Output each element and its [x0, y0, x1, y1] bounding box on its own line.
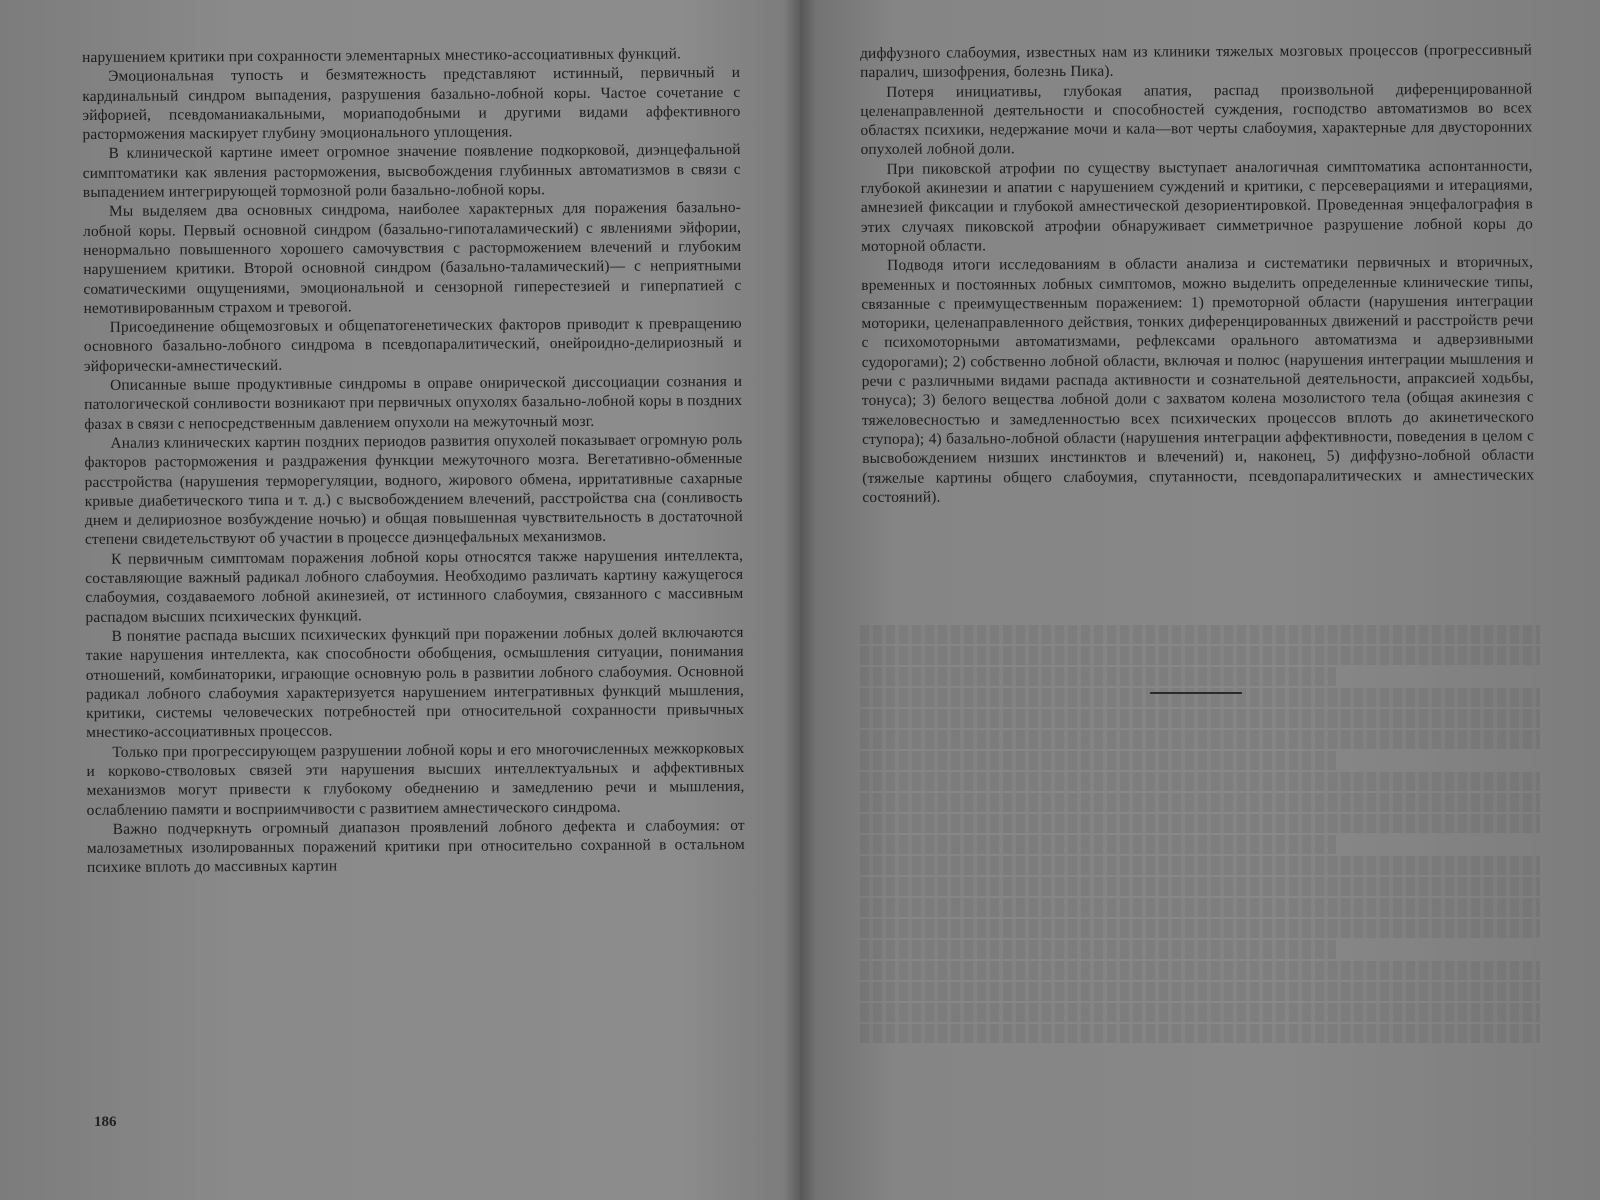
left-paragraph-4: Мы выделяем два основных синдрома, наиболее характерных для поражения базально-лобной коры. Первый основной синдром (базально-гипоталамический) с явлениями эйфории, ненормально повышенного хорошего самочувствия с расторможением влечений и глубоким нарушением критики. Второй основной синдром (базально-таламический)— с неприятными соматическими ощущениями, эмоциональной и сензорной гиперестезией и гиперпатией с немотивированным страхом и тревогой. — [83, 199, 742, 317]
left-paragraph-9: В понятие распада высших психических функций при поражении лобных долей включаются такие нарушения интеллекта, как способности обобщения, осмышления ситуации, понимания отношений, комбинаторики, играющие основную роль в развитии лобного слабоумия. Основной радикал лобного слабоумия характеризуется нарушением интегративных функций мышления, критики, системы человеческих потребностей при относительной сохранности привычных мнестико-ассоциативных процессов. — [85, 623, 745, 742]
left-paragraph-11: Важно подчеркнуть огромный диапазон проявлений лобного дефекта и слабоумия: от малозаметных изолированных поражений критики при относительно сохранной в остальном психике вплоть до массивных картин — [86, 816, 745, 877]
left-paragraph-8: К первичным симптомам поражения лобной коры относятся также нарушения интеллекта, составляющие важный радикал лобного слабоумия. Необходимо различать картину кажущегося слабоумия, создаваемого лобной акинезией, от истинного слабоумия, связанного с массивным распадом высших психических функций. — [85, 546, 744, 626]
right-paragraph-4: Подводя итоги исследованиям в области анализа и систематики первичных и вторичных, временных и постоянных лобных симптомов, можно выделить определенные клинические типы, связанные с преимущественным поражением: 1) премоторной области (нарушения интеграции моторики, целенаправленного действия, тонких диференцированных движений и расстройств речи с психомоторными автоматизмами, рефлексами орального автоматизма и адверзивными судорогами); 2) собственно лобной области, включая и полюс (нарушения интеграции мышления и речи с различными видами распада активности и сознательной деятельности, апраксией ходьбы, тонуса); 3) белого вещества лобной доли с захватом колена мозолистого тела (общая акинезия с тяжеловесностью и замедленностью всех психических процессов вплоть до акинетического ступора); 4) базально-лобной области (нарушения интеграции аффективности, поведения в целом с высвобождением низших инстинктов и влечений) и, наконец, 5) диффузно-лобной области (тяжелые картины общего слабоумия, спутанности, псевдопаралитических и амнестических состояний). — [861, 253, 1535, 506]
left-paragraph-7: Анализ клинических картин поздних периодов развития опухолей показывает огромную роль факторов расторможения и раздражения функции межуточного мозга. Вегетативно-обменные расстройства (нарушения терморегуляции, водного, жирового обмена, ирритативные сахарные кривые диабетического типа и т. д.) с высвобождением влечений, расстройства сна (сонливость днем и делириозное возбуждение ночью) и общая повышенная чувствительность в достаточной степени свидетельствуют об участии в процессе диэнцефальных механизмов. — [84, 430, 743, 549]
left-paragraph-10: Только при прогрессирующем разрушении лобной коры и его многочисленных межкорковых и корково-стволовых связей эти нарушения высших интеллектуальных и аффективных механизмов могут привести к глубокому обеднению и замедлению речи и мышления, ослаблению памяти и восприимчивости с развитием амнестического синдрома. — [86, 739, 745, 819]
left-paragraph-5: Присоединение общемозговых и общепатогенетических факторов приводит к превращению основного базально-лобного синдрома в псевдопаралитический, онейроидно-делириозный и эйфорически-амнестический. — [83, 315, 742, 375]
left-paragraph-2: Эмоциональная тупость и безмятежность представляют истинный, первичный и кардинальный синдром выпадения, разрушения базально-лобной коры. Частое сочетание с эйфорией, псевдоманиакальными, мориаподобными и другими видами аффективного расторможения маскирует глубину эмоционального уплощения. — [82, 64, 741, 144]
book-gutter — [784, 0, 816, 1200]
chapter-end-rule — [1150, 692, 1242, 694]
right-paragraph-3: При пиковской атрофии по существу выступает аналогичная симптоматика аспонтанности, глубокой акинезии и апатии с нарушением суждений и критики, с персеверациями и итерациями, амнезией фиксации и глубокой амнестической дезориентировкой. Проведенная энцефалография в этих случаях пиковской атрофии обнаруживает симметричное разрушение лобной коры до моторной области. — [860, 157, 1533, 255]
left-paragraph-3: В клинической картине имеет огромное значение появление подкорковой, диэнцефальной симптоматики как явления расторможения, высвобождения глубинных автоматизмов в связи с выпадением интегрирующей тормозной роли базально-лобной коры. — [82, 141, 741, 202]
right-paragraph-2: Потеря инициативы, глубокая апатия, распад произвольной диференцированной целенаправленной деятельности и способностей суждения, господство автоматизмов во всех областях психики, недержание мочи и кала—вот черты слабоумия, характерные для двусторонних опухолей лобной доли. — [860, 80, 1533, 159]
page-number: 186 — [94, 1114, 117, 1130]
left-paragraph-1: нарушением критики при сохранности элементарных мнестико-ассоциативных функций. — [82, 45, 681, 66]
left-page-text — [82, 44, 745, 878]
right-page-text — [860, 40, 1534, 507]
left-paragraph-6: Описанные выше продуктивные синдромы в оправе онирической диссоциации сознания и патологической сонливости возникают при первичных опухолях базально-лобной коры в поздних фазах в связи с непосредственным давлением опухоли на межуточный мозг. — [84, 373, 743, 433]
right-paragraph-1: диффузного слабоумия, известных нам из клиники тяжелых мозговых процессов (прогрессивный паралич, шизофрения, болезнь Пика). — [860, 41, 1533, 82]
